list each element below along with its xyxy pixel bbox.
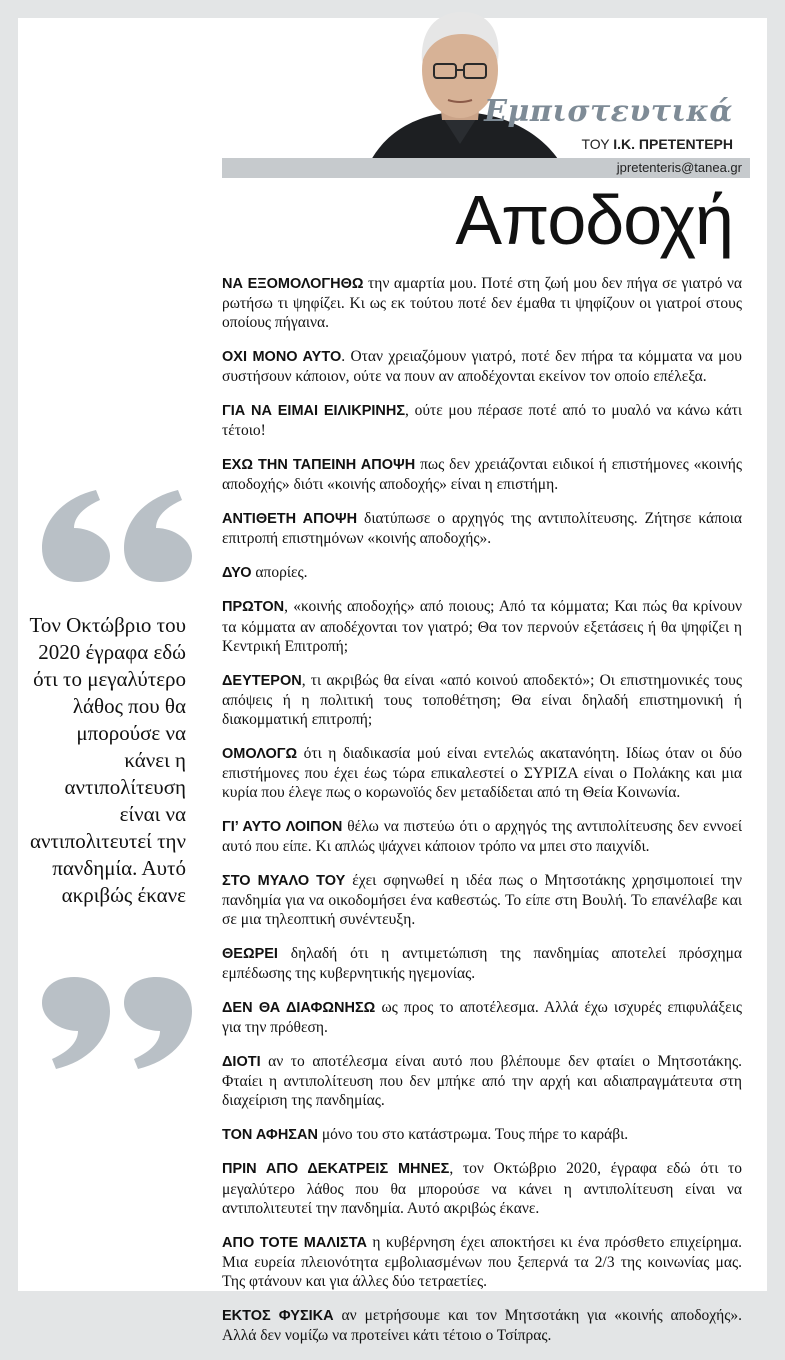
paragraph [222,998,742,1037]
article-body [222,274,742,1360]
paragraph-lead: ΔΕΥΤΕΡΟΝ [222,672,302,689]
paragraph-text: , «κοινής αποδοχής» από ποιους; Από τα κόμματα; Και πώς θα κρίνουν τα κόμματα αν αποδέχονται τον γιατρό; Θα τον περνούν εξετάσεις ή θα ψηφίζει η Κεντρική Επιτροπή; [222,598,742,655]
column-name: Εμπιστευτικά [484,94,733,129]
paragraph-lead: ΑΝΤΙΘΕΤΗ ΑΠΟΨΗ [222,510,358,527]
open-quote-icon [38,486,203,586]
author-portrait [350,4,570,162]
paragraph [222,1052,742,1111]
paragraph-text: , τι ακριβώς θα είναι «από κοινού αποδεκτό»; Οι επιστημονικές τους απόψεις ή η πολιτική τους τοποθέτηση; Θα είναι δηλαδή επιστημονική ή διακομματική επιτροπή; [222,671,742,728]
paragraph-text: . Οταν χρειαζόμουν γιατρό, ποτέ δεν πήρα τα κόμματα να μου συστήσουν κάποιον, ούτε να πουν αν αποδέχονται εκείνον τον οποίο επέλεξα. [222,348,742,386]
headline: Αποδοχή [455,181,733,259]
paragraph-text: πως δεν χρειάζονται ειδικοί ή επιστήμονες «κοινής αποδοχής» διότι «κοινής αποδοχής» είναι η επιστήμη. [222,455,742,494]
paragraph-text: , τον Οκτώβριο 2020, έγραφα εδώ ότι το μεγαλύτερο λάθος που θα μπορούσε να κάνει η αντιπολίτευση είναι να αντιπολιτευτεί την πανδημία. Αυτό ακριβώς έκανε. [222,1160,742,1217]
paragraph-lead: ΟΧΙ ΜΟΝΟ ΑΥΤΟ [222,349,342,366]
paragraph-text: απορίες. [251,563,308,581]
article-page [18,18,767,1344]
paragraph-text: αν το αποτέλεσμα είναι αυτό που βλέπουμε δεν φταίει ο Μητσοτάκης. Φταίει η αντιπολίτευση που δεν μπήκε από την αρχή και αδιαπραγμάτευτα στη διαχείριση της πανδημίας. [222,1052,742,1109]
paragraph-lead: ΔΙΟΤΙ [222,1053,261,1070]
paragraph [222,871,742,930]
paragraph [222,274,742,333]
author-name: Ι.Κ. ΠΡΕΤΕΝΤΕΡΗ [613,136,733,152]
paragraph-text: θέλω να πιστεύω ότι ο αρχηγός της αντιπολίτευσης δεν εννοεί αυτό που είπε. Κι απλώς ψάχνει κάποιον τρόπο να μπει στο παιχνίδι. [222,817,742,855]
paragraph-lead: ΠΡΙΝ ΑΠΟ ΔΕΚΑΤΡΕΙΣ ΜΗΝΕΣ [222,1161,450,1178]
paragraph [222,1233,742,1292]
paragraph-text: η κυβέρνηση έχει αποκτήσει κι ένα πρόσθετο επιχείρημα. Μια ευρεία πλειονότητα εμβολιασμένων που ξεπερνά τα 2/3 της κοινωνίας μας. Της φτάνουν και για άλλες δύο τετραετίες. [222,1233,742,1290]
paragraph [222,455,742,494]
paragraph [222,1125,742,1145]
paragraph-lead: ΟΜΟΛΟΓΩ [222,745,298,762]
paragraph-text: ως προς το αποτέλεσμα. Αλλά έχω ισχυρές επιφυλάξεις για την πρόθεση. [222,998,743,1036]
paragraph [222,1306,742,1345]
paragraph-text: αν μετρήσουμε και τον Μητσοτάκη για «κοινής αποδοχής». Αλλά δεν νομίζω να προτείνει κάτι τέτοιο ο Τσίπρας. [222,1306,742,1344]
paragraph [222,1159,742,1218]
paragraph-lead: ΑΠΟ ΤΟΤΕ ΜΑΛΙΣΤΑ [222,1234,367,1251]
paragraph [222,509,742,548]
paragraph-lead: ΓΙ’ ΑΥΤΟ ΛΟΙΠΟΝ [222,818,343,835]
pull-quote: Τον Οκτώβριο του 2020 έγραφα εδώ ότι το μεγαλύτερο λάθος που θα μπορούσε να κάνει η αντιπολίτευση είναι να αντιπολιτευτεί την πανδημία. Αυτό ακριβώς έκανε [29,613,186,907]
paragraph-lead: ΣΤΟ ΜΥΑΛΟ ΤΟΥ [222,872,346,889]
author-email[interactable]: jpretenteris@tanea.gr [616,160,742,175]
paragraph-lead: ΘΕΩΡΕΙ [222,945,278,962]
byline [581,136,733,152]
paragraph-text: έχει σφηνωθεί η ιδέα πως ο Μητσοτάκης χρησιμοποιεί την πανδημία για να οικοδομήσει ένα καθεστώς. Το είπε στη Βουλή. Το επανέλαβε και σε μια τηλεοπτική συνέντευξη. [222,871,742,929]
paragraph-text: ότι η διαδικασία μού είναι εντελώς ακατανόητη. Ιδίως όταν οι δύο επιστήμονες που έχει έως τώρα επικαλεστεί ο ΣΥΡΙΖΑ είναι ο Πολάκης και μια κυρία που έλεγε πως ο κορωνοϊός δεν μεταδίδεται από τη Θεία Κοινωνία. [222,744,742,802]
paragraph [222,347,742,386]
close-quote-icon [38,973,203,1073]
paragraph [222,597,742,656]
paragraph [222,817,742,856]
paragraph [222,744,742,803]
paragraph-text: την αμαρτία μου. Ποτέ στη ζωή μου δεν πήγα σε γιατρό να ρωτήσω τι ψηφίζει. Κι ως εκ τούτου ποτέ δεν έμαθα τι ψηφίζουν οι γιατροί στους οποίους πήγαινα. [222,275,742,332]
paragraph-lead: ΝΑ ΕΞΟΜΟΛΟΓΗΘΩ [222,276,364,292]
paragraph [222,671,742,730]
paragraph-lead: ΔΥΟ [222,564,252,581]
paragraph-lead: ΕΧΩ ΤΗΝ ΤΑΠΕΙΝΗ ΑΠΟΨΗ [222,456,416,473]
paragraph-lead: ΕΚΤΟΣ ΦΥΣΙΚΑ [222,1307,334,1324]
paragraph [222,563,742,583]
byline-prefix: ΤΟΥ [581,136,610,152]
paragraph-lead: ΤΟΝ ΑΦΗΣΑΝ [222,1126,318,1143]
paragraph-lead: ΠΡΩΤΟΝ [222,599,285,616]
email-bar [222,158,750,178]
paragraph-text: μόνο του στο κατάστρωμα. Τους πήρε το καράβι. [317,1125,629,1143]
paragraph-text: δηλαδή ότι η αντιμετώπιση της πανδημίας αποτελεί πρόσχημα εμπέδωσης της κυβερνητικής ηγεμονίας. [222,944,742,982]
paragraph-text: διατύπωσε ο αρχηγός της αντιπολίτευσης. Ζήτησε κάποια επιτροπή επιστημόνων «κοινής αποδοχής». [222,509,742,548]
paragraph-lead: ΓΙΑ ΝΑ ΕΙΜΑΙ ΕΙΛΙΚΡΙΝΗΣ [222,403,406,420]
paragraph-lead: ΔΕΝ ΘΑ ΔΙΑΦΩΝΗΣΩ [222,999,376,1016]
paragraph-text: , ούτε μου πέρασε ποτέ από το μυαλό να κάνω κάτι τέτοιο! [222,402,742,440]
paragraph [222,944,742,983]
paragraph [222,401,742,440]
